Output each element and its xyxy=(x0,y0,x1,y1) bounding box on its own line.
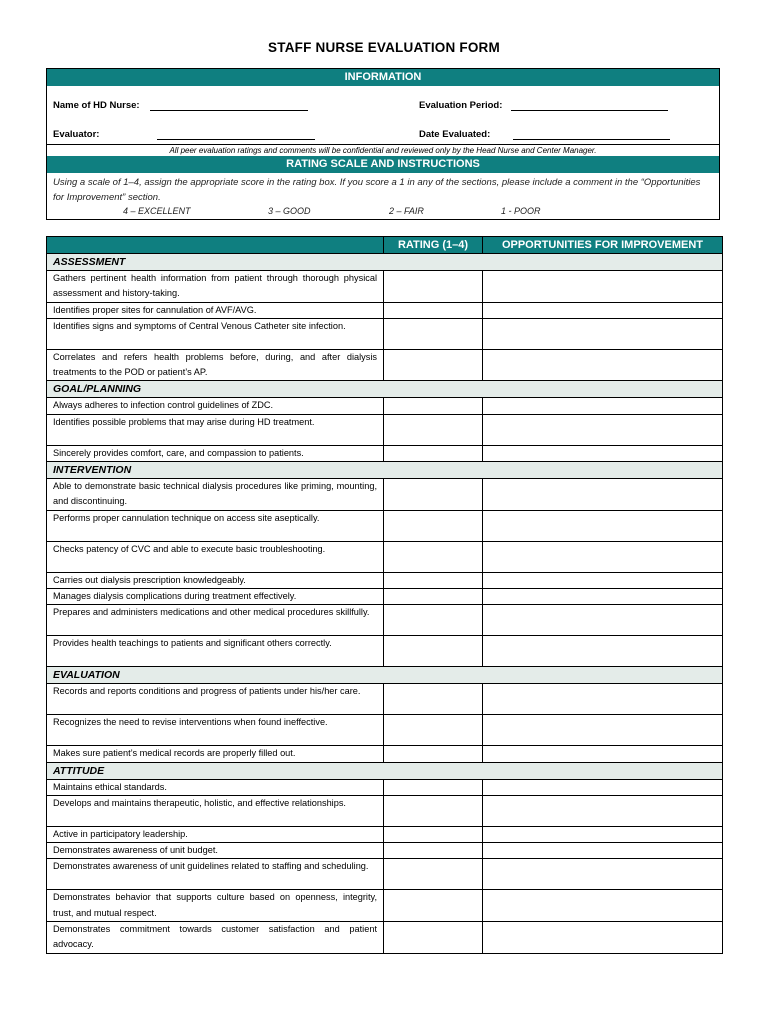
criteria-row xyxy=(47,843,723,859)
form-title: STAFF NURSE EVALUATION FORM xyxy=(268,40,500,55)
criteria-row xyxy=(47,890,723,922)
criteria-row xyxy=(47,605,723,636)
criteria-row xyxy=(47,859,723,890)
section-row xyxy=(47,381,723,398)
criteria-text: Gathers pertinent health information from patient through thorough physical assessment and history-taking. xyxy=(47,271,384,303)
period-input-line[interactable] xyxy=(511,100,668,111)
scale-good: 3 – GOOD xyxy=(268,206,311,216)
criteria-header-cell xyxy=(47,237,384,254)
opportunities-cell[interactable] xyxy=(483,318,723,349)
date-field xyxy=(419,129,670,140)
rating-cell[interactable] xyxy=(384,922,483,954)
criteria-row xyxy=(47,398,723,414)
criteria-text: Able to demonstrate basic technical dialysis procedures like priming, mounting, and discontinuing. xyxy=(47,479,384,511)
rating-cell[interactable] xyxy=(384,349,483,381)
evaluation-table-body xyxy=(47,254,723,954)
criteria-row xyxy=(47,510,723,541)
criteria-row xyxy=(47,302,723,318)
date-label: Date Evaluated: xyxy=(419,129,491,140)
information-header: INFORMATION xyxy=(47,69,719,86)
opportunities-cell[interactable] xyxy=(483,890,723,922)
rating-cell[interactable] xyxy=(384,746,483,762)
criteria-row xyxy=(47,746,723,762)
rating-cell[interactable] xyxy=(384,890,483,922)
criteria-row xyxy=(47,318,723,349)
rating-cell[interactable] xyxy=(384,318,483,349)
criteria-text: Makes sure patient’s medical records are properly filled out. xyxy=(47,746,384,762)
opportunities-cell[interactable] xyxy=(483,510,723,541)
name-label: Name of HD Nurse: xyxy=(53,100,140,111)
rating-cell[interactable] xyxy=(384,445,483,461)
rating-cell[interactable] xyxy=(384,636,483,667)
opportunities-cell[interactable] xyxy=(483,588,723,604)
name-input-line[interactable] xyxy=(150,100,308,111)
criteria-text: Prepares and administers medications and other medical procedures skillfully. xyxy=(47,605,384,636)
criteria-text: Carries out dialysis prescription knowledgeably. xyxy=(47,572,384,588)
table-header-row xyxy=(47,237,723,254)
instructions-text: Using a scale of 1–4, assign the appropriate score in the rating box. If you score a 1 in any of the sections, please include a comment in the “Opportunities for Improvement” section. xyxy=(53,177,701,203)
evaluation-table xyxy=(46,236,723,954)
rating-scale-header: RATING SCALE AND INSTRUCTIONS xyxy=(47,156,719,173)
evaluator-input-line[interactable] xyxy=(157,129,315,140)
criteria-row xyxy=(47,271,723,303)
information-box xyxy=(46,68,720,220)
criteria-text: Identifies proper sites for cannulation of AVF/AVG. xyxy=(47,302,384,318)
scale-excellent: 4 – EXCELLENT xyxy=(123,206,191,216)
criteria-row xyxy=(47,349,723,381)
opportunities-cell[interactable] xyxy=(483,541,723,572)
rating-cell[interactable] xyxy=(384,826,483,842)
period-field xyxy=(419,100,668,111)
section-title: ATTITUDE xyxy=(47,762,723,779)
rating-cell[interactable] xyxy=(384,843,483,859)
criteria-row xyxy=(47,684,723,715)
evaluator-field xyxy=(53,129,315,140)
opportunities-cell[interactable] xyxy=(483,715,723,746)
criteria-row xyxy=(47,715,723,746)
opportunities-cell[interactable] xyxy=(483,795,723,826)
opportunities-cell[interactable] xyxy=(483,605,723,636)
criteria-text: Records and reports conditions and progress of patients under his/her care. xyxy=(47,684,384,715)
criteria-row xyxy=(47,922,723,954)
rating-cell[interactable] xyxy=(384,398,483,414)
rating-cell[interactable] xyxy=(384,541,483,572)
criteria-text: Demonstrates behavior that supports culture based on openness, integrity, trust, and mutual respect. xyxy=(47,890,384,922)
criteria-row xyxy=(47,636,723,667)
rating-cell[interactable] xyxy=(384,479,483,511)
rating-cell[interactable] xyxy=(384,715,483,746)
criteria-row xyxy=(47,826,723,842)
opportunities-cell[interactable] xyxy=(483,843,723,859)
criteria-text: Identifies signs and symptoms of Central Venous Catheter site infection. xyxy=(47,318,384,349)
rating-cell[interactable] xyxy=(384,510,483,541)
date-input-line[interactable] xyxy=(513,129,670,140)
section-row xyxy=(47,254,723,271)
section-title: GOAL/PLANNING xyxy=(47,381,723,398)
opportunities-cell[interactable] xyxy=(483,826,723,842)
criteria-row xyxy=(47,414,723,445)
criteria-text: Always adheres to infection control guidelines of ZDC. xyxy=(47,398,384,414)
criteria-text: Maintains ethical standards. xyxy=(47,779,384,795)
section-row xyxy=(47,762,723,779)
rating-cell[interactable] xyxy=(384,605,483,636)
rating-cell[interactable] xyxy=(384,414,483,445)
criteria-row xyxy=(47,795,723,826)
rating-cell[interactable] xyxy=(384,271,483,303)
rating-column-header: RATING (1–4) xyxy=(384,237,483,254)
criteria-row xyxy=(47,779,723,795)
opportunities-cell[interactable] xyxy=(483,859,723,890)
criteria-text: Provides health teachings to patients and significant others correctly. xyxy=(47,636,384,667)
opportunities-cell[interactable] xyxy=(483,779,723,795)
criteria-text: Sincerely provides comfort, care, and compassion to patients. xyxy=(47,445,384,461)
opportunities-cell[interactable] xyxy=(483,398,723,414)
criteria-text: Recognizes the need to revise interventions when found ineffective. xyxy=(47,715,384,746)
criteria-row xyxy=(47,541,723,572)
rating-cell[interactable] xyxy=(384,588,483,604)
opportunities-cell[interactable] xyxy=(483,746,723,762)
rating-cell[interactable] xyxy=(384,302,483,318)
opportunities-cell[interactable] xyxy=(483,445,723,461)
opportunities-cell[interactable] xyxy=(483,636,723,667)
criteria-text: Demonstrates awareness of unit guidelines related to staffing and scheduling. xyxy=(47,859,384,890)
opportunities-cell[interactable] xyxy=(483,302,723,318)
criteria-text: Checks patency of CVC and able to execute basic troubleshooting. xyxy=(47,541,384,572)
criteria-text: Correlates and refers health problems before, during, and after dialysis treatments to the POD or patient’s AP. xyxy=(47,349,384,381)
opportunities-cell[interactable] xyxy=(483,684,723,715)
section-row xyxy=(47,462,723,479)
section-title: EVALUATION xyxy=(47,667,723,684)
period-label: Evaluation Period: xyxy=(419,100,503,111)
criteria-row xyxy=(47,445,723,461)
opportunities-cell[interactable] xyxy=(483,479,723,511)
scale-poor: 1 - POOR xyxy=(501,206,541,216)
opportunities-cell[interactable] xyxy=(483,414,723,445)
section-title: INTERVENTION xyxy=(47,462,723,479)
rating-cell[interactable] xyxy=(384,779,483,795)
criteria-row xyxy=(47,588,723,604)
section-row xyxy=(47,667,723,684)
rating-cell[interactable] xyxy=(384,795,483,826)
opportunities-column-header: OPPORTUNITIES FOR IMPROVEMENT xyxy=(483,237,723,254)
scale-fair: 2 – FAIR xyxy=(389,206,424,216)
confidential-note: All peer evaluation ratings and comments will be confidential and reviewed only by the Head Nurse and Center Manager. xyxy=(47,144,719,157)
rating-cell[interactable] xyxy=(384,859,483,890)
opportunities-cell[interactable] xyxy=(483,572,723,588)
rating-cell[interactable] xyxy=(384,572,483,588)
evaluator-label: Evaluator: xyxy=(53,129,100,140)
criteria-text: Identifies possible problems that may arise during HD treatment. xyxy=(47,414,384,445)
opportunities-cell[interactable] xyxy=(483,922,723,954)
criteria-text: Demonstrates awareness of unit budget. xyxy=(47,843,384,859)
name-field xyxy=(53,100,308,111)
opportunities-cell[interactable] xyxy=(483,271,723,303)
criteria-row xyxy=(47,479,723,511)
criteria-text: Performs proper cannulation technique on access site aseptically. xyxy=(47,510,384,541)
criteria-row xyxy=(47,572,723,588)
criteria-text: Develops and maintains therapeutic, holistic, and effective relationships. xyxy=(47,795,384,826)
rating-cell[interactable] xyxy=(384,684,483,715)
criteria-text: Active in participatory leadership. xyxy=(47,826,384,842)
criteria-text: Manages dialysis complications during treatment effectively. xyxy=(47,588,384,604)
criteria-text: Demonstrates commitment towards customer satisfaction and patient advocacy. xyxy=(47,922,384,954)
section-title: ASSESSMENT xyxy=(47,254,723,271)
opportunities-cell[interactable] xyxy=(483,349,723,381)
